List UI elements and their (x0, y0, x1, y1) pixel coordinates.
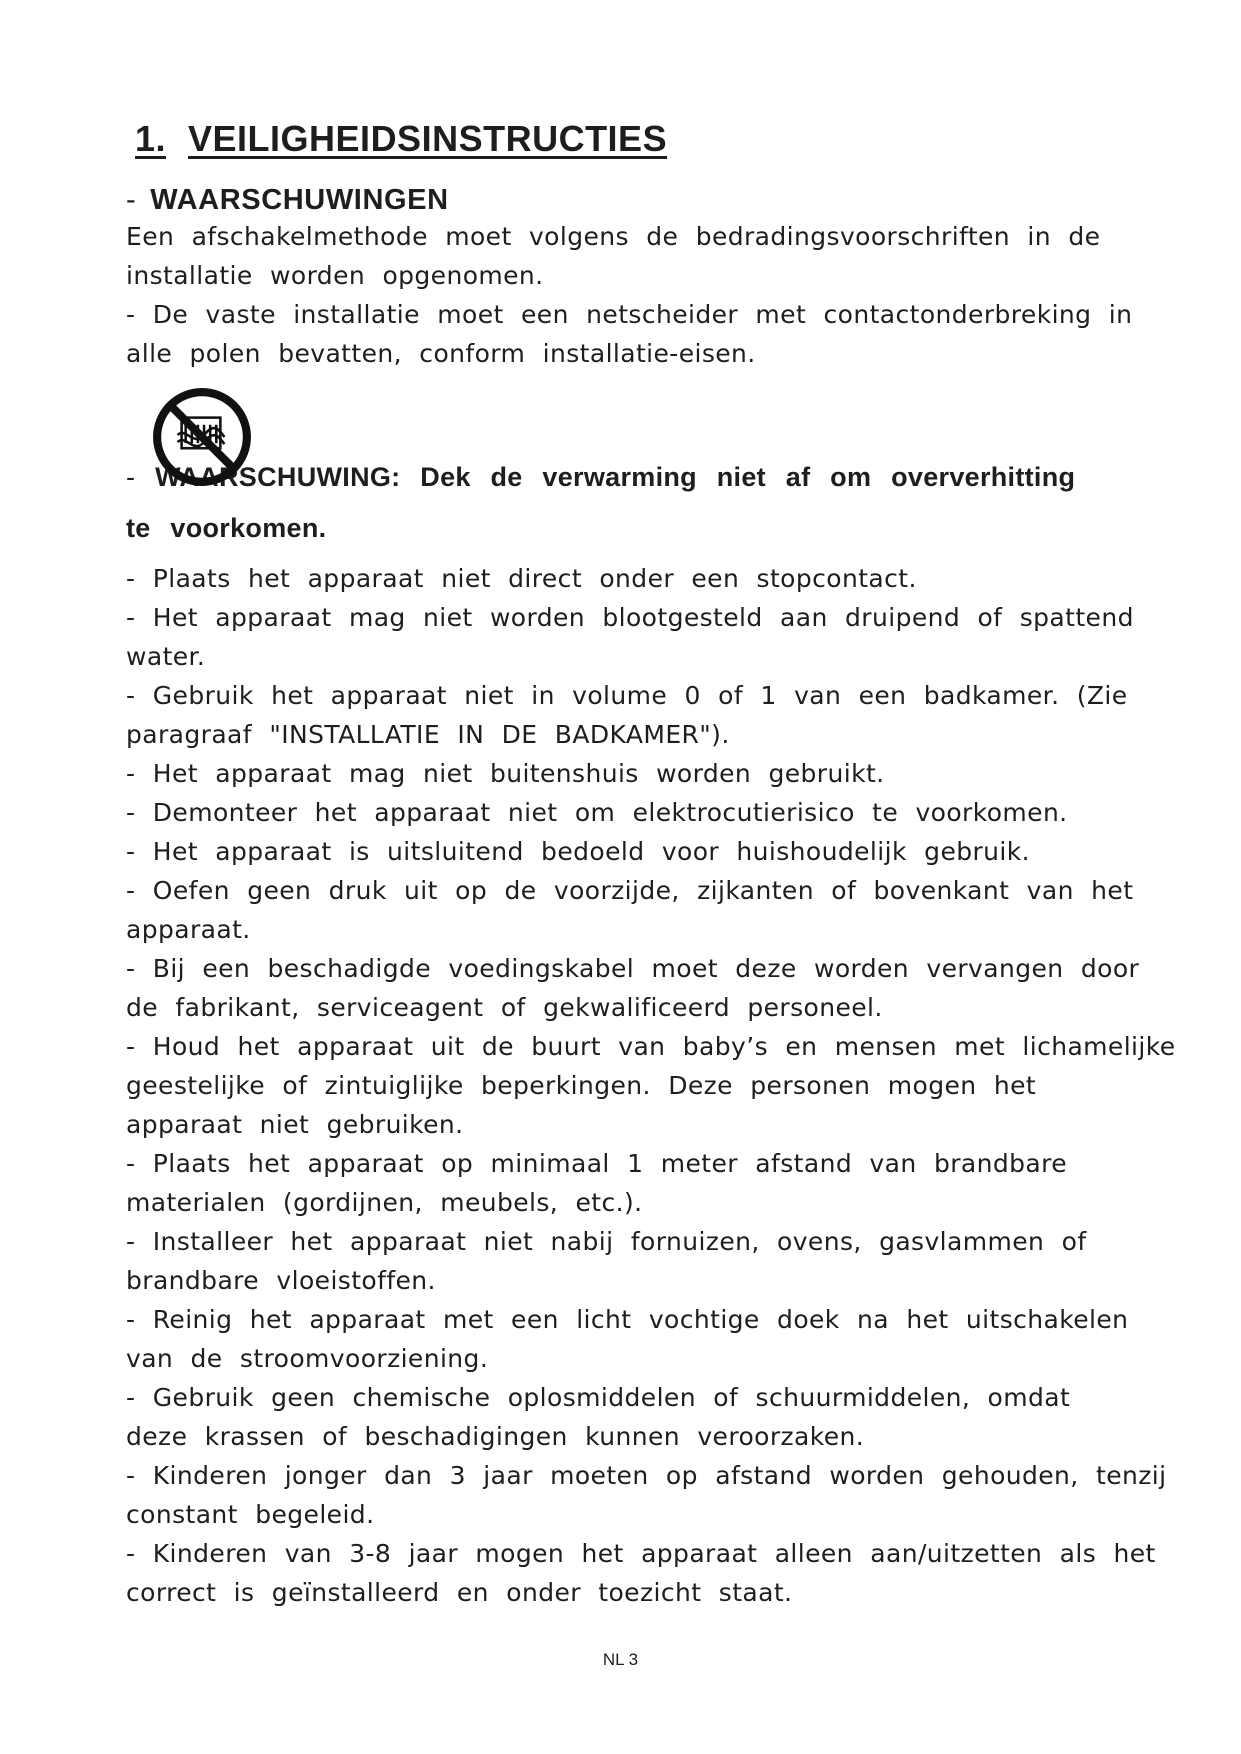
body-line: - Demonteer het apparaat niet om elektrocutierisico te voorkomen. (126, 798, 1068, 827)
body-line: - Plaats het apparaat niet direct onder een stopcontact. (126, 564, 917, 593)
intro-line: installatie worden opgenomen. (126, 261, 544, 290)
intro-line: - De vaste installatie moet een netscheider met contactonderbreking in (126, 300, 1133, 329)
body-line: - Kinderen van 3-8 jaar mogen het apparaat alleen aan/uitzetten als het (126, 1539, 1156, 1568)
body-line: - Oefen geen druk uit op de voorzijde, zijkanten of bovenkant van het (126, 876, 1134, 905)
body-line: brandbare vloeistoffen. (126, 1266, 436, 1295)
do-not-cover-icon (151, 386, 253, 488)
intro-line: alle polen bevatten, conform installatie-eisen. (126, 339, 756, 368)
body-line: - Het apparaat mag niet buitenshuis worden gebruikt. (126, 759, 885, 788)
body-line: - Kinderen jonger dan 3 jaar moeten op afstand worden gehouden, tenzij (126, 1461, 1167, 1490)
body-line: - Bij een beschadigde voedingskabel moet deze worden vervangen door (126, 954, 1140, 983)
intro-line: Een afschakelmethode moet volgens de bedradingsvoorschriften in de (126, 222, 1101, 251)
body-line: - Installeer het apparaat niet nabij fornuizen, ovens, gasvlammen of (126, 1227, 1087, 1256)
body-line: - Gebruik geen chemische oplosmiddelen of schuurmiddelen, omdat (126, 1383, 1071, 1412)
warning-line: - WAARSCHUWING: Dek de verwarming niet af om oververhitting (126, 462, 1076, 492)
body-line: - Gebruik het apparaat niet in volume 0 of 1 van een badkamer. (Zie (126, 681, 1128, 710)
body-line: deze krassen of beschadigingen kunnen veroorzaken. (126, 1422, 865, 1451)
body-line: - Plaats het apparaat op minimaal 1 meter afstand van brandbare (126, 1149, 1068, 1178)
body-line: materialen (gordijnen, meubels, etc.). (126, 1188, 643, 1217)
section-subtitle: - WAARSCHUWINGEN (126, 184, 449, 216)
body-line: - Houd het apparaat uit de buurt van baby’s en mensen met lichamelijke (126, 1032, 1176, 1061)
body-line: - Het apparaat mag niet worden blootgesteld aan druipend of spattend (126, 603, 1134, 632)
body-line: - Het apparaat is uitsluitend bedoeld voor huishoudelijk gebruik. (126, 837, 1030, 866)
body-line: van de stroomvoorziening. (126, 1344, 489, 1373)
body-line: apparaat niet gebruiken. (126, 1110, 464, 1139)
page-number: NL 3 (602, 1650, 639, 1669)
warning-line-continued: te voorkomen. (126, 513, 327, 543)
body-line: apparaat. (126, 915, 251, 944)
body-line: - Reinig het apparaat met een licht vochtige doek na het uitschakelen (126, 1305, 1129, 1334)
body-line: constant begeleid. (126, 1500, 375, 1529)
body-line: water. (126, 642, 206, 671)
section-title: 1. VEILIGHEIDSINSTRUCTIES (135, 118, 668, 159)
body-line: geestelijke of zintuiglijke beperkingen. Deze personen mogen het (126, 1071, 1037, 1100)
body-line: paragraaf "INSTALLATIE IN DE BADKAMER"). (126, 720, 730, 749)
body-line: de fabrikant, serviceagent of gekwalificeerd personeel. (126, 993, 883, 1022)
body-line: correct is geïnstalleerd en onder toezicht staat. (126, 1578, 793, 1607)
